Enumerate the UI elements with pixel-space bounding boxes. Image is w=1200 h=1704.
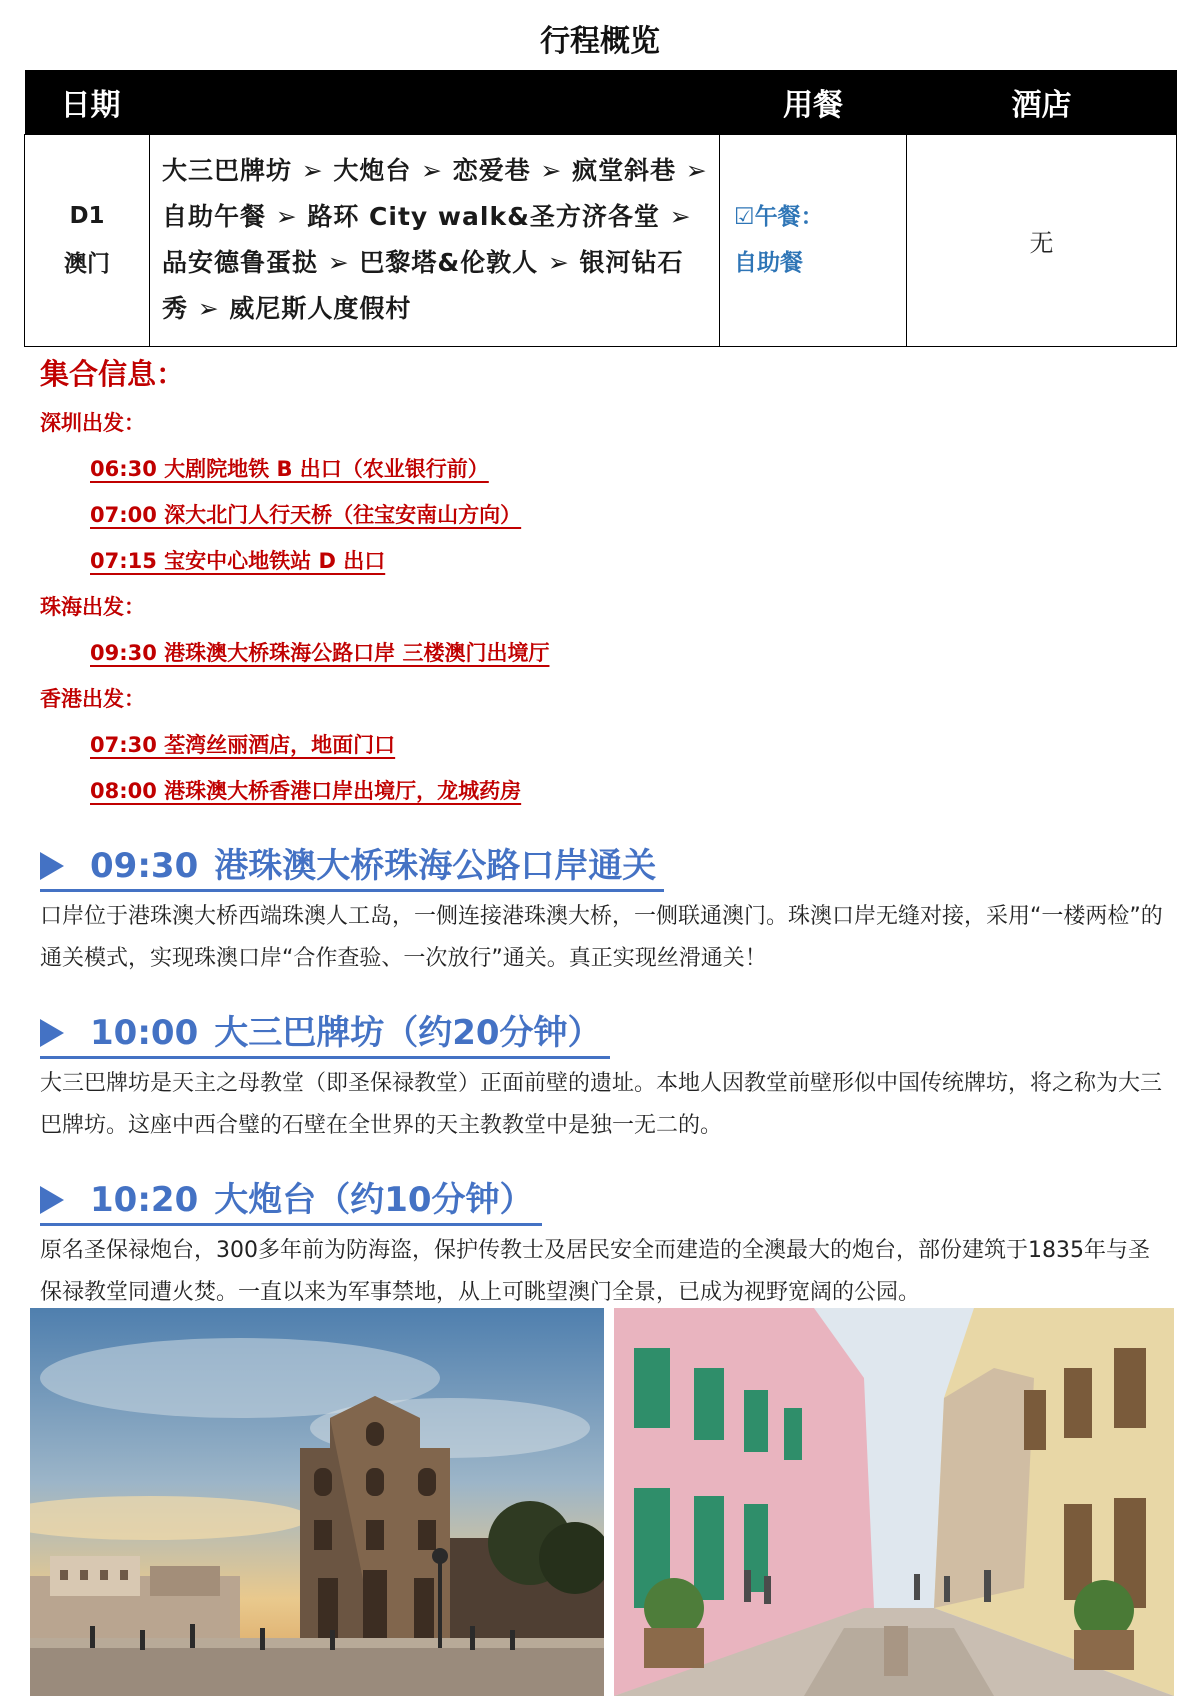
- table-row: [25, 134, 1177, 346]
- meeting-city-zhuhai: 珠海出发：: [40, 595, 145, 619]
- route-text: 大三巴牌坊 ➢ 大炮台 ➢ 恋爱巷 ➢ 疯堂斜巷 ➢ 自助午餐 ➢ 路环 City walk&圣方济各堂 ➢ 品安德鲁蛋挞 ➢ 巴黎塔&伦敦人 ➢ 银河钻石秀 ➢ 威尼斯人度假村: [162, 156, 708, 323]
- header-date: 日期: [25, 70, 150, 134]
- route-cell: [150, 134, 720, 346]
- meeting-point: [90, 538, 1160, 584]
- page-title: 行程概览: [540, 24, 660, 59]
- section-title: 大炮台（约10分钟）: [214, 1180, 534, 1220]
- play-triangle-icon: [40, 1019, 64, 1047]
- meeting-point: [90, 768, 1160, 814]
- day-label: D1: [69, 203, 105, 229]
- meeting-city-shenzhen: 深圳出发：: [40, 411, 145, 435]
- section-body: 口岸位于港珠澳大桥西端珠澳人工岛，一侧连接港珠澳大桥，一侧联通澳门。珠澳口岸无缝对接，采用“一楼两检”的通关模式，实现珠澳口岸“合作查验、一次放行”通关。真正实现丝滑通关！: [40, 904, 1163, 971]
- section-time: 10:00: [90, 1013, 199, 1053]
- section-heading: [40, 1007, 1168, 1059]
- meal-cell: [720, 134, 907, 346]
- section-title: 大三巴牌坊（约20分钟）: [214, 1013, 602, 1053]
- section-ruins-st-paul: [40, 1007, 1168, 1147]
- hotel-cell: 无: [907, 134, 1177, 346]
- meeting-point: [90, 446, 1160, 492]
- meeting-point-text: 07:00 深大北门人行天桥（往宝安南山方向）: [90, 503, 522, 527]
- meeting-point-text: 06:30 大剧院地铁 B 出口（农业银行前）: [90, 457, 489, 481]
- play-triangle-icon: [40, 1186, 64, 1214]
- section-heading: [40, 840, 1168, 892]
- meeting-city-hongkong: 香港出发：: [40, 687, 145, 711]
- meeting-point-text: 08:00 港珠澳大桥香港口岸出境厅，龙城药房: [90, 779, 522, 803]
- table-header-row: [25, 70, 1177, 134]
- meeting-point-text: 07:15 宝安中心地铁站 D 出口: [90, 549, 386, 573]
- city-label: 澳门: [64, 251, 110, 277]
- section-title: 港珠澳大桥珠海公路口岸通关: [214, 846, 657, 886]
- meal-label: ☑午餐：: [734, 204, 824, 230]
- play-triangle-icon: [40, 852, 64, 880]
- section-time: 10:20: [90, 1180, 199, 1220]
- meeting-point: [90, 492, 1160, 538]
- date-cell: [25, 134, 150, 346]
- love-lane-street-photo: [614, 1308, 1174, 1696]
- section-body: 大三巴牌坊是天主之母教堂（即圣保禄教堂）正面前壁的遗址。本地人因教堂前壁形似中国传统牌坊，将之称为大三巴牌坊。这座中西合璧的石壁在全世界的天主教教堂中是独一无二的。: [40, 1071, 1163, 1138]
- meeting-title: 集合信息：: [40, 357, 186, 391]
- section-time: 09:30: [90, 846, 199, 886]
- ruins-of-st-paul-photo: [30, 1308, 604, 1696]
- section-border-crossing: [40, 840, 1168, 980]
- meal-value: 自助餐: [734, 250, 803, 276]
- meeting-info: [40, 352, 1160, 814]
- section-body: 原名圣保禄炮台，300多年前为防海盗，保护传教士及居民安全而建造的全澳最大的炮台，部份建筑于1835年与圣保禄教堂同遭火焚。一直以来为军事禁地，从上可眺望澳门全景，已成为视野宽阔的公园。: [40, 1238, 1150, 1305]
- header-route: [150, 70, 720, 134]
- meeting-point-text: 07:30 荃湾丝丽酒店，地面门口: [90, 733, 396, 757]
- meeting-point-text: 09:30 港珠澳大桥珠海公路口岸 三楼澳门出境厅: [90, 641, 550, 665]
- header-hotel: 酒店: [907, 70, 1177, 134]
- header-meal: 用餐: [720, 70, 907, 134]
- meeting-point: [90, 630, 1160, 676]
- section-fortress: [40, 1174, 1168, 1314]
- itinerary-table: [24, 70, 1177, 347]
- meeting-point: [90, 722, 1160, 768]
- section-heading: [40, 1174, 1168, 1226]
